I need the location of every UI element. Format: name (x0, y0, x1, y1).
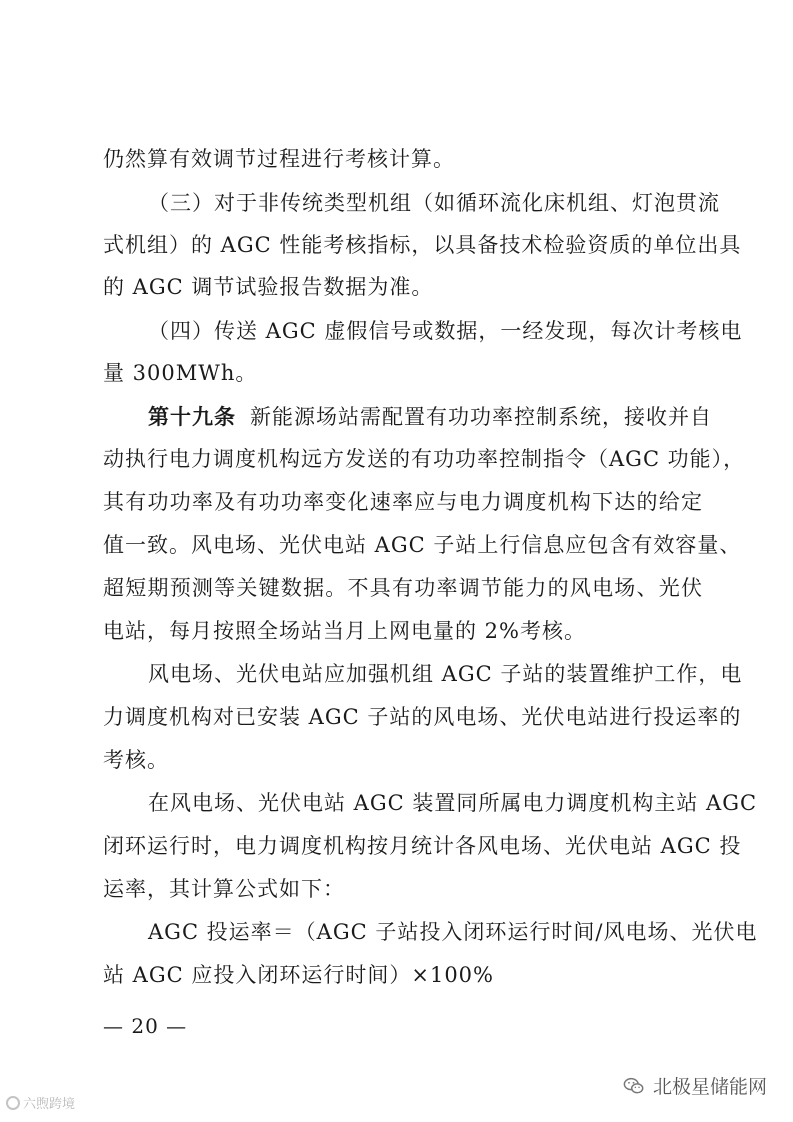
watermark-left-text: 六煦跨境 (23, 1097, 76, 1112)
text-line-1: 仍然算有效调节过程进行考核计算。 (103, 147, 455, 171)
text-line-13: 风电场、光伏电站应加强机组 AGC 子站的装置维护工作，电 (148, 662, 743, 686)
text-line-5: （四）传送 AGC 虚假信号或数据，一经发现，每次计考核电 (148, 319, 743, 343)
page-number: — 20 — (103, 1014, 188, 1038)
text-line-20: 站 AGC 应投入闭环运行时间）×100% (103, 963, 494, 987)
text-line-17: 闭环运行时，电力调度机构按月统计各风电场、光伏电站 AGC 投 (103, 834, 742, 858)
text-line-16: 在风电场、光伏电站 AGC 装置同所属电力调度机构主站 AGC (148, 791, 758, 815)
text-line-18: 运率，其计算公式如下： (103, 877, 345, 901)
text-line-3: 式机组）的 AGC 性能考核指标，以具备技术检验资质的单位出具 (103, 233, 742, 257)
watermark-right-text: 北极星储能网 (652, 1076, 767, 1098)
text-line-4: 的 AGC 调节试验报告数据为准。 (103, 275, 434, 299)
text-line-2: （三）对于非传统类型机组（如循环流化床机组、灯泡贯流 (148, 191, 720, 215)
text-line-14: 力调度机构对已安装 AGC 子站的风电场、光伏电站进行投运率的 (103, 705, 742, 729)
text-line-15: 考核。 (103, 748, 169, 772)
article-19-first-line (148, 402, 712, 432)
text-line-12: 电站，每月按照全场站当月上网电量的 2%考核。 (103, 619, 586, 643)
watermark-right (623, 1072, 767, 1099)
text-line-8: 动执行电力调度机构远方发送的有功功率控制指令（AGC 功能）， (103, 447, 746, 471)
text-line-19: AGC 投运率＝（AGC 子站投入闭环运行时间/风电场、光伏电 (148, 920, 758, 944)
brand-logo-icon (6, 1096, 20, 1110)
watermark-left (6, 1093, 75, 1112)
text-line-7: 新能源场站需配置有功功率控制系统，接收并自 (250, 405, 712, 429)
text-line-6: 量 300MWh。 (103, 361, 258, 385)
article-heading: 第十九条 (148, 405, 236, 429)
text-line-11: 超短期预测等关键数据。不具有功率调节能力的风电场、光伏 (103, 576, 703, 600)
text-line-10: 值一致。风电场、光伏电站 AGC 子站上行信息应包含有效容量、 (103, 533, 742, 557)
wechat-icon (623, 1075, 645, 1097)
text-line-9: 其有功功率及有功功率变化速率应与电力调度机构下达的给定 (103, 490, 703, 514)
